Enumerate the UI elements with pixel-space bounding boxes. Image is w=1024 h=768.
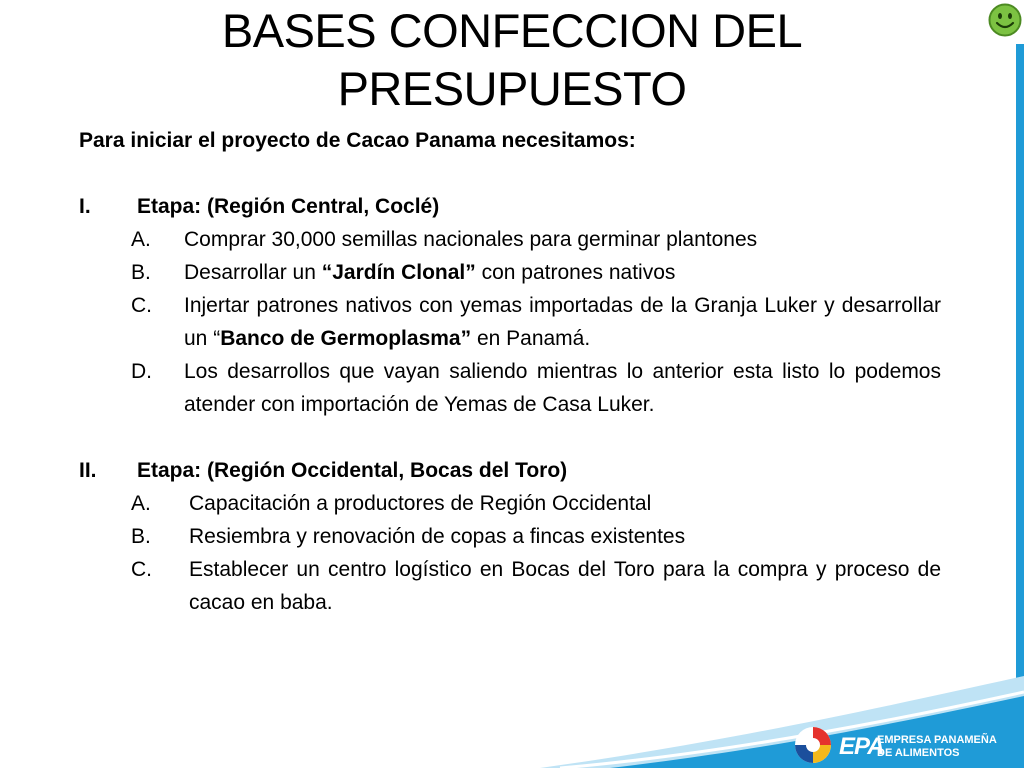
item-letter: A. — [131, 492, 151, 515]
list-item — [79, 256, 941, 289]
item-letter: C. — [131, 558, 152, 581]
item-text-bold: “Jardín Clonal” — [321, 261, 476, 284]
item-text: Establecer un centro logístico en Bocas del Toro para la compra y proceso de cacao en baba. — [189, 558, 941, 614]
list-item — [79, 355, 941, 421]
logo-line1: EMPRESA PANAMEÑA — [877, 734, 997, 746]
item-text: Capacitación a productores de Región Occidental — [189, 492, 652, 515]
list-item — [79, 223, 941, 256]
item-letter: A. — [131, 228, 151, 251]
logo-short: EPA — [839, 733, 884, 760]
stage-section — [79, 454, 941, 619]
smiley-icon — [988, 3, 1022, 37]
list-item — [79, 289, 941, 355]
stage-number: II. — [79, 459, 97, 482]
list-item — [79, 520, 941, 553]
list-item — [79, 553, 941, 619]
item-text: Resiembra y renovación de copas a fincas existentes — [189, 525, 686, 548]
item-letter: B. — [131, 261, 151, 284]
item-letter: D. — [131, 360, 152, 383]
logo-name — [877, 734, 997, 760]
item-text-post: en Panamá. — [471, 327, 591, 350]
stage-number: I. — [79, 195, 91, 218]
item-text: Los desarrollos que vayan saliendo mientras lo anterior esta listo lo podemos atender con importación de Yemas de Casa Luker. — [184, 360, 941, 416]
item-letter: C. — [131, 294, 152, 317]
stage-label: Etapa: (Región Central, Coclé) — [137, 195, 440, 218]
stage-heading — [79, 454, 941, 487]
item-text — [184, 289, 941, 355]
item-text-pre: Desarrollar un — [184, 261, 322, 284]
logo-line2: DE ALIMENTOS — [877, 747, 960, 759]
slide-title — [0, 2, 1024, 118]
stage-heading — [79, 190, 941, 223]
item-letter: B. — [131, 525, 151, 548]
slide-body — [79, 124, 941, 619]
stage-section — [79, 190, 941, 421]
right-accent-bar — [1016, 44, 1024, 744]
slide-title-line1: BASES CONFECCION DEL — [221, 4, 803, 57]
epa-logo-icon — [793, 725, 833, 765]
intro-text: Para iniciar el proyecto de Cacao Panama necesitamos: — [79, 129, 636, 152]
item-text — [184, 256, 941, 289]
item-text-post: con patrones nativos — [475, 261, 676, 284]
item-text-bold: Banco de Germoplasma” — [220, 327, 472, 350]
stage-label: Etapa: (Región Occidental, Bocas del Toro) — [137, 459, 568, 482]
list-item — [79, 487, 941, 520]
item-text-pre: Injertar patrones nativos con yemas importadas de la Granja Luker y desarrollar un “ — [184, 294, 941, 350]
item-text: Comprar 30,000 semillas nacionales para germinar plantones — [184, 228, 758, 251]
slide-title-line2: PRESUPUESTO — [337, 62, 687, 115]
